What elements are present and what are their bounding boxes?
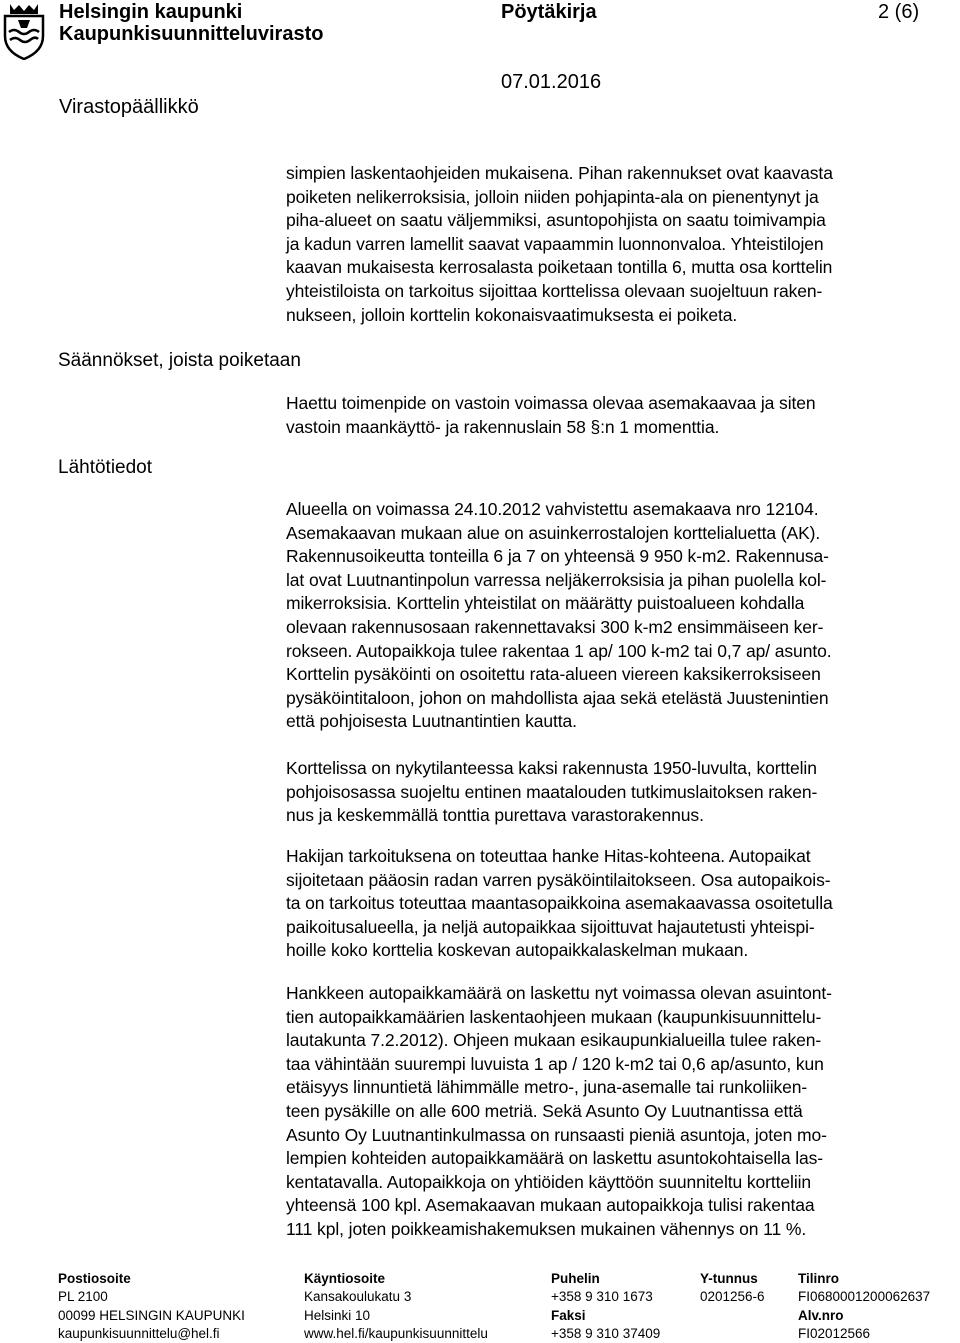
text-line: Alueella on voimassa 24.10.2012 vahvistettu asemakaava nro 12104. (286, 499, 819, 519)
text-line: simpien laskentaohjeiden mukaisena. Pihan rakennukset ovat kaavasta (286, 163, 833, 183)
text-line: rokseen. Autopaikkoja tulee rakentaa 1 ap/ 100 k-m2 tai 0,7 ap/ asunto. (286, 640, 832, 661)
text-line: Korttelissa on nykytilanteessa kaksi rakennusta 1950-luvulta, korttelin (286, 758, 817, 778)
text-line: lempien kohteiden autopaikkamäärä on laskettu asuntokohtaisella las- (286, 1148, 824, 1169)
footer-label: Alv.nro (798, 1307, 844, 1323)
text-line: ta on tarkoitus toteuttaa maantasopaikkoina asemakaavassa osoitetulla (286, 893, 833, 914)
text-line: Asemakaavan mukaan alue on asuinkerrostalojen korttelialuetta (AK). (286, 522, 821, 543)
document-type: Pöytäkirja (501, 1, 597, 23)
text-line: hoille koko korttelia koskevan autopaikkalaskelman mukaan. (286, 940, 749, 961)
text-line: pohjoisosassa suojeltu entinen maatalouden tutkimuslaitoksen raken- (286, 781, 818, 802)
text-line: 111 kpl, joten poikkeamishakemuksen mukainen vähennys on 11 %. (286, 1218, 807, 1239)
text-line: Haettu toimenpide on vastoin voimassa olevaa asemakaavaa ja siten (286, 393, 816, 413)
footer-value: PL 2100 (58, 1289, 108, 1305)
footer-account (798, 1270, 930, 1343)
footer-email: kaupunkisuunnittelu@hel.fi (58, 1325, 220, 1341)
text-line: Hankkeen autopaikkamäärä on laskettu nyt voimassa olevan asuintont- (286, 983, 832, 1003)
footer-label: Tilinro (798, 1271, 840, 1286)
footer-label: Y-tunnus (700, 1271, 758, 1286)
section-label-background: Lähtötiedot (58, 457, 153, 478)
footer-value: 0201256-6 (700, 1289, 765, 1305)
text-line: kentatavalla. Autopaikkoja on yhtiöiden käyttöön suunniteltu kortteliin (286, 1171, 812, 1192)
footer-label: Käyntiosoite (304, 1271, 386, 1286)
footer-label: Postiosoite (58, 1271, 131, 1286)
department-name: Kaupunkisuunnitteluvirasto (59, 23, 324, 45)
signer-role: Virastopäällikkö (59, 96, 199, 118)
text-line: että pohjoisesta Luutnantintien kautta. (286, 711, 577, 732)
paragraph-zoning (286, 498, 954, 734)
footer-phone (551, 1270, 660, 1343)
text-line: paikoitusalueella, ja neljä autopaikkaa sijoittuvat hajautetusti yhteispi- (286, 916, 815, 937)
helsinki-crest-logo (2, 2, 46, 60)
text-line: ja kadun varren lamellit saavat vapaammin luonnonvaloa. Yhteistilojen (286, 233, 824, 254)
text-line: lautakunta 7.2.2012). Ohjeen mukaan esikaupunkialueilla tulee raken- (286, 1030, 822, 1051)
footer-value: 00099 HELSINGIN KAUPUNKI (58, 1307, 245, 1323)
text-line: nukseen, jolloin korttelin kokonaisvaatimuksesta ei poiketa. (286, 304, 738, 325)
text-line: Rakennusoikeutta tonteilla 6 ja 7 on yhteensä 9 950 k-m2. Rakennusa- (286, 546, 829, 567)
org-name: Helsingin kaupunki (59, 1, 243, 23)
paragraph-exceptions-intro (286, 162, 954, 327)
text-line: Hakijan tarkoituksena on toteuttaa hanke Hitas-kohteena. Autopaikat (286, 846, 811, 866)
footer-value: +358 9 310 37409 (551, 1325, 661, 1341)
paragraph-existing-buildings (286, 757, 954, 828)
text-line: lat ovat Luutnantinpolun varressa neljäkerroksisia ja pihan puolella kol- (286, 569, 827, 590)
footer-value: Helsinki 10 (304, 1307, 371, 1323)
footer-label: Faksi (551, 1307, 586, 1323)
footer-value: FI02012566 (798, 1325, 871, 1341)
footer-visiting-address (304, 1270, 488, 1343)
section-label-exceptions: Säännökset, joista poiketaan (58, 350, 301, 371)
text-line: taa vähintään suurempi luvuista 1 ap / 120 k-m2 tai 0,6 ap/asunto, kun (286, 1053, 824, 1074)
text-line: olevaan rakennusosaan rakennettavaksi 300 k-m2 ensimmäiseen ker- (286, 616, 824, 637)
text-line: yhteensä 100 kpl. Asemakaavan mukaan autopaikkoja tulisi rakentaa (286, 1195, 815, 1216)
footer-label: Puhelin (551, 1271, 600, 1286)
paragraph-applicant-intent (286, 845, 954, 963)
text-line: tien autopaikkamäärien laskentaohjeen mukaan (kaupunkisuunnittelu- (286, 1006, 822, 1027)
text-line: teen pysäkille on alle 600 metriä. Sekä Asunto Oy Luutnantissa että (286, 1100, 803, 1121)
text-line: mikerroksisia. Korttelin yhteistilat on määrätty puistoalueen kohdalla (286, 593, 805, 614)
document-date: 07.01.2016 (501, 71, 602, 93)
text-line: pysäköintitaloon, johon on mahdollista ajaa sekä etelästä Juustenintien (286, 687, 829, 708)
text-line: yhteistiloista on tarkoitus sijoittaa korttelissa olevaan suojeltuun raken- (286, 280, 823, 301)
paragraph-exceptions (286, 392, 954, 439)
crest-icon (2, 2, 46, 60)
paragraph-parking-calculation (286, 982, 954, 1242)
text-line: kaavan mukaisesta kerrosalasta poiketaan tontilla 6, mutta osa korttelin (286, 257, 833, 278)
text-line: sijoitetaan pääosin radan varren pysäköintilaitokseen. Osa autopaikois- (286, 869, 831, 890)
text-line: piha-alueet on saatu väljemmiksi, asuntopohjista on saatu toimivampia (286, 210, 826, 231)
footer-business-id (700, 1270, 765, 1307)
footer-postal-address (58, 1270, 245, 1343)
text-line: etäisyys linnuntietä lähimmälle metro-, juna-asemalle tai runkoliiken- (286, 1077, 808, 1098)
text-line: vastoin maankäyttö- ja rakennuslain 58 §:n 1 momenttia. (286, 416, 720, 437)
text-line: nus ja keskemmällä tonttia purettava varastorakennus. (286, 805, 704, 826)
text-line: Korttelin pysäköinti on osoitettu rata-alueen viereen kaksikerroksiseen (286, 664, 821, 685)
footer-value: Kansakoulukatu 3 (304, 1289, 412, 1305)
footer-value: FI0680001200062637 (798, 1289, 931, 1305)
text-line: Asunto Oy Luutnantinkulmassa on runsaasti pieniä asuntoja, joten mo- (286, 1124, 827, 1145)
text-line: poiketen nelikerroksisia, jolloin niiden pohjapinta-ala on pienentynyt ja (286, 186, 819, 207)
page-number: 2 (6) (878, 1, 920, 23)
footer-value: +358 9 310 1673 (551, 1289, 653, 1305)
footer-website: www.hel.fi/kaupunkisuunnittelu (304, 1325, 488, 1341)
